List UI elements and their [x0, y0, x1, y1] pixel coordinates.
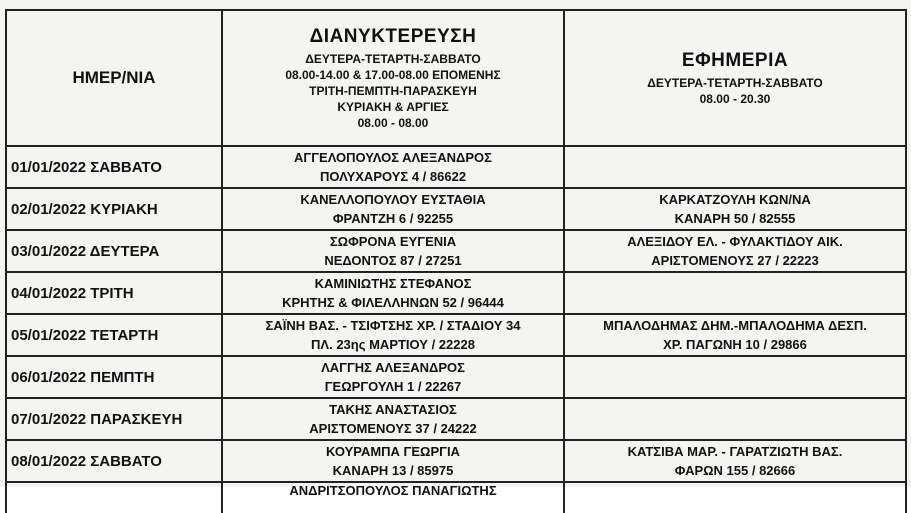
pharmacy-name: ΚΑΝΕΛΛΟΠΟΥΛΟΥ ΕΥΣΤΑΘΙΑ: [300, 192, 486, 207]
table-row: [6, 356, 906, 398]
duty-shift-hours: 08.00 - 20.30: [699, 91, 771, 106]
night-pharmacy-cell: [222, 356, 564, 398]
table-row: [6, 398, 906, 440]
pharmacy-address: ΑΡΙΣΤΟΜΕΝΟΥΣ 37 / 24222: [309, 421, 477, 436]
duty-pharmacy-cell: [564, 230, 906, 272]
night-pharmacy-cell: [222, 314, 564, 356]
pharmacy-name: ΤΑΚΗΣ ΑΝΑΣΤΑΣΙΟΣ: [329, 402, 457, 417]
night-shift-holiday-hours: 08.00 - 08.00: [357, 115, 429, 130]
night-pharmacy-cell: [222, 398, 564, 440]
pharmacy-address: ΑΡΙΣΤΟΜΕΝΟΥΣ 27 / 22223: [651, 253, 819, 268]
pharmacy-address: ΠΛ. 23ης ΜΑΡΤΙΟΥ / 22228: [311, 337, 475, 352]
table-row: [6, 230, 906, 272]
pharmacy-address: ΠΟΛΥΧΑΡΟΥΣ 4 / 86622: [319, 169, 467, 184]
table-row: [6, 188, 906, 230]
pharmacy-address: ΚΡΗΤΗΣ & ΦΙΛΕΛΛΗΝΩΝ 52 / 96444: [282, 295, 504, 310]
duty-shift-header: [564, 10, 906, 146]
night-shift-hours: 08.00-14.00 & 17.00-08.00 ΕΠΟΜΕΝΗΣ: [285, 67, 501, 82]
duty-pharmacy-cell: [564, 272, 906, 314]
table-row: [6, 314, 906, 356]
date-cell: 05/01/2022 ΤΕΤΑΡΤΗ: [6, 314, 222, 356]
duty-pharmacy-cell: [564, 314, 906, 356]
table-row: [6, 146, 906, 188]
pharmacy-name: ΑΛΕΞΙΔΟΥ ΕΛ. - ΦΥΛΑΚΤΙΔΟΥ ΑΙΚ.: [627, 234, 843, 249]
pharmacy-address: ΝΕΔΟΝΤΟΣ 87 / 27251: [324, 253, 462, 268]
night-shift-holidays: ΚΥΡΙΑΚΗ & ΑΡΓΙΕΣ: [337, 99, 449, 114]
pharmacy-address: ΚΑΝΑΡΗ 13 / 85975: [332, 463, 454, 478]
date-cell: 08/01/2022 ΣΑΒΒΑΤΟ: [6, 440, 222, 482]
date-cell: 07/01/2022 ΠΑΡΑΣΚΕΥΗ: [6, 398, 222, 440]
pharmacy-name: ΜΠΑΛΟΔΗΜΑΣ ΔΗΜ.-ΜΠΑΛΟΔΗΜΑ ΔΕΣΠ.: [603, 318, 867, 333]
pharmacy-duty-table: [5, 9, 907, 513]
duty-pharmacy-cell: [564, 398, 906, 440]
pharmacy-name: ΣΩΦΡΟΝΑ ΕΥΓΕΝΙΑ: [329, 234, 457, 249]
pharmacy-name: ΚΑΜΙΝΙΩΤΗΣ ΣΤΕΦΑΝΟΣ: [314, 276, 472, 291]
night-pharmacy-cell: [222, 146, 564, 188]
duty-pharmacy-cell: [564, 440, 906, 482]
pharmacy-name: ΚΑΡΚΑΤΖΟΥΛΗ ΚΩΝ/ΝΑ: [659, 192, 811, 207]
date-cell: 04/01/2022 ΤΡΙΤΗ: [6, 272, 222, 314]
date-column-header: [6, 10, 222, 146]
table-row: [6, 440, 906, 482]
night-shift-days-alt: ΤΡΙΤΗ-ΠΕΜΠΤΗ-ΠΑΡΑΣΚΕΥΗ: [309, 83, 477, 98]
pharmacy-name: ΛΑΓΓΗΣ ΑΛΕΞΑΝΔΡΟΣ: [321, 360, 465, 375]
date-cell: 01/01/2022 ΣΑΒΒΑΤΟ: [6, 146, 222, 188]
duty-pharmacy-cell: [564, 356, 906, 398]
night-shift-header: [222, 10, 564, 146]
date-cell: 02/01/2022 ΚΥΡΙΑΚΗ: [6, 188, 222, 230]
night-pharmacy-cell: [222, 440, 564, 482]
duty-shift-days: ΔΕΥΤΕΡΑ-ΤΕΤΑΡΤΗ-ΣΑΒΒΑΤΟ: [647, 75, 823, 90]
table-row: [6, 272, 906, 314]
pharmacy-address: ΚΑΝΑΡΗ 50 / 82555: [674, 211, 796, 226]
date-column-title: ΗΜΕΡ/ΝΙΑ: [72, 68, 156, 87]
pharmacy-name: ΚΟΥΡΑΜΠΑ ΓΕΩΡΓΙΑ: [326, 444, 460, 459]
pharmacy-name: ΚΑΤΣΙΒΑ ΜΑΡ. - ΓΑΡΑΤΖΙΩΤΗ ΒΑΣ.: [627, 444, 843, 459]
pharmacy-address: ΓΕΩΡΓΟΥΛΗ 1 / 22267: [324, 379, 462, 394]
night-shift-title: ΔΙΑΝΥΚΤΕΡΕΥΣΗ: [309, 25, 477, 47]
pharmacy-address: ΦΡΑΝΤΖΗ 6 / 92255: [332, 211, 454, 226]
night-pharmacy-cell: [222, 272, 564, 314]
pharmacy-name: ΣΑΪΝΗ ΒΑΣ. - ΤΣΙΦΤΣΗΣ ΧΡ. / ΣΤΑΔΙΟΥ 34: [265, 318, 521, 333]
duty-pharmacy-cell: [564, 188, 906, 230]
night-pharmacy-cell: [222, 188, 564, 230]
date-cell: 03/01/2022 ΔΕΥΤΕΡΑ: [6, 230, 222, 272]
pharmacy-address: ΦΑΡΩΝ 155 / 82666: [674, 463, 796, 478]
duty-shift-title: ΕΦΗΜΕΡΙΑ: [681, 49, 789, 71]
pharmacy-address: ΧΡ. ΠΑΓΩΝΗ 10 / 29866: [663, 337, 807, 352]
pharmacy-name: ΑΝΔΡΙΤΣΟΠΟΥΛΟΣ ΠΑΝΑΓΙΩΤΗΣ: [289, 482, 497, 498]
night-pharmacy-cell: [222, 230, 564, 272]
date-cell: 06/01/2022 ΠΕΜΠΤΗ: [6, 356, 222, 398]
pharmacy-name: ΑΓΓΕΛΟΠΟΥΛΟΣ ΑΛΕΞΑΝΔΡΟΣ: [294, 150, 492, 165]
duty-pharmacy-cell: [564, 146, 906, 188]
night-shift-days: ΔΕΥΤΕΡΑ-ΤΕΤΑΡΤΗ-ΣΑΒΒΑΤΟ: [305, 51, 481, 66]
table-header-row: [6, 10, 906, 146]
